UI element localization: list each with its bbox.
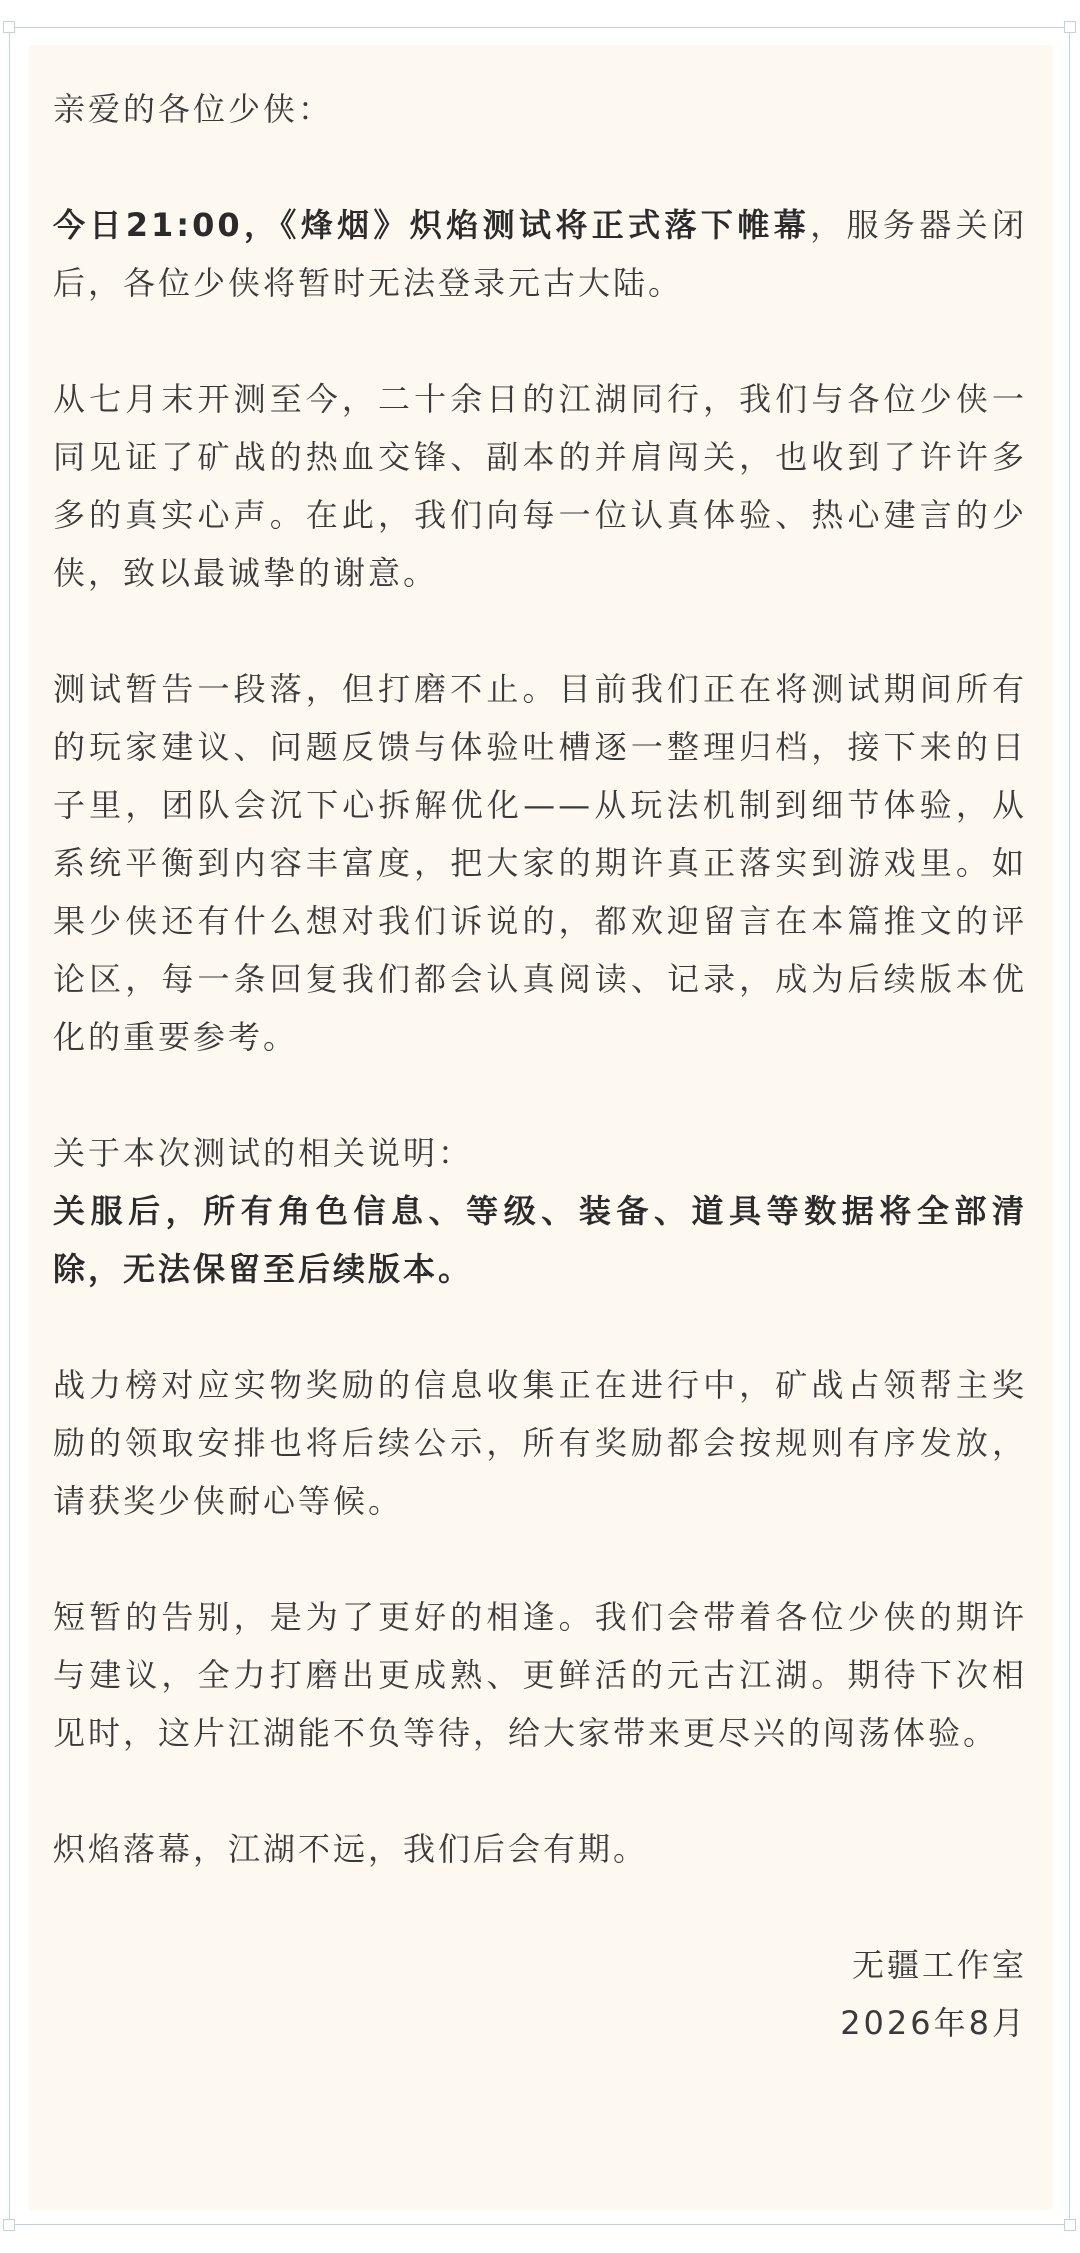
signature-name: 无疆工作室 [851, 1946, 1027, 1984]
announcement-paragraph [53, 196, 1027, 312]
frame-corner-top-left [3, 21, 15, 33]
thanks-paragraph: 从七月末开测至今，二十余日的江湖同行，我们与各位少侠一同见证了矿战的热血交锋、副本的并肩闯关，也收到了许许多多的真实心声。在此，我们向每一位认真体验、热心建言的少侠，致以最诚挚的谢意。 [53, 380, 1027, 592]
rewards-paragraph: 战力榜对应实物奖励的信息收集正在进行中，矿战占领帮主奖励的领取安排也将后续公示，所有奖励都会按规则有序发放，请获奖少侠耐心等候。 [53, 1366, 1027, 1520]
greeting: 亲爱的各位少侠： [53, 90, 334, 128]
announcement-rest: ，服务器关闭后，各位少侠将暂时无法登录元古大陆。 [53, 206, 1027, 302]
announcement-highlight: 今日21:00，《烽烟》炽焰测试将正式落下帷幕 [53, 206, 811, 244]
notes-warning [53, 1182, 1027, 1298]
frame-corner-bottom-left [3, 2219, 15, 2231]
notes-heading: 关于本次测试的相关说明： [53, 1134, 474, 1172]
frame-corner-bottom-right [1064, 2219, 1076, 2231]
signature-date: 2026年8月 [840, 2004, 1027, 2042]
frame-corner-top-right [1064, 21, 1076, 33]
notes-warning-text: 关服后，所有角色信息、等级、装备、道具等数据将全部清除，无法保留至后续版本。 [53, 1192, 1027, 1288]
closing-line: 炽焰落幕，江湖不远，我们后会有期。 [53, 1830, 649, 1868]
letter-body [53, 80, 1027, 2052]
feedback-paragraph: 测试暂告一段落，但打磨不止。目前我们正在将测试期间所有的玩家建议、问题反馈与体验吐槽逐一整理归档，接下来的日子里，团队会沉下心拆解优化——从玩法机制到细节体验，从系统平衡到内容丰富度，把大家的期许真正落实到游戏里。如果少侠还有什么想对我们诉说的，都欢迎留言在本篇推文的评论区，每一条回复我们都会认真阅读、记录，成为后续版本优化的重要参考。 [53, 670, 1027, 1056]
farewell-paragraph: 短暂的告别，是为了更好的相逢。我们会带着各位少侠的期许与建议，全力打磨出更成熟、更鲜活的元古江湖。期待下次相见时，这片江湖能不负等待，给大家带来更尽兴的闯荡体验。 [53, 1598, 1027, 1752]
